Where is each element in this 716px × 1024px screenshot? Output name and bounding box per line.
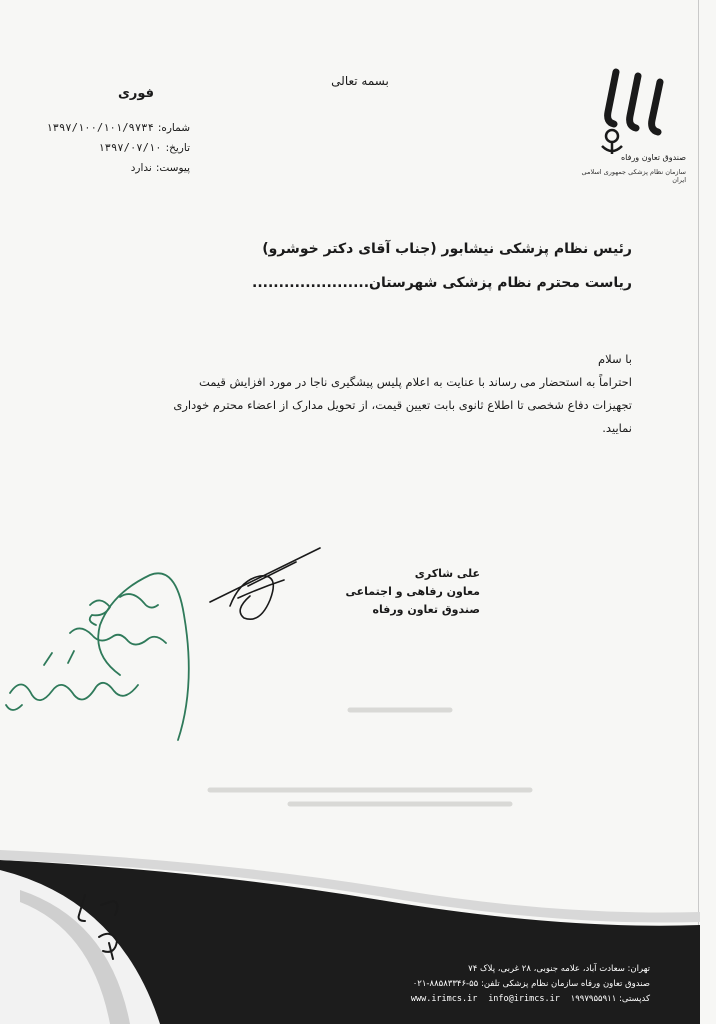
footer-contact — [320, 962, 650, 1007]
date-label: تاریخ: — [165, 142, 190, 154]
date-row — [40, 138, 190, 158]
recipient-line-2: ریاست محترم نظام پزشکی شهرستان...................... — [252, 275, 632, 291]
footer-phone: صندوق تعاون ورفاه سازمان نظام پزشکی تلفن: ۵۵-۸۸۵۸۳۳۴۶-۰۲۱ — [412, 979, 650, 989]
logo-subtitle: سازمان نظام پزشکی جمهوری اسلامی ایران — [581, 168, 686, 184]
signer-org: صندوق تعاون ورفاه — [372, 603, 480, 616]
urgent-stamp: فوری — [118, 86, 155, 101]
footer-address: تهران: سعادت آباد، علامه جنوبی، ۲۸ غربی، پلاک ۷۴ — [468, 964, 650, 974]
number-value: ۱۳۹۷/۱۰۰/۱۰۱/۹۷۳۴ — [46, 122, 154, 134]
logo-name: صندوق تعاون ورفاه — [620, 153, 686, 162]
body-paragraph: احتراماً به استحضار می رساند با عنایت به اعلام پلیس پیشگیری ناجا در مورد افزایش قیمت تجهیزات دفاع شخصی تا اطلاع ثانوی بابت تعیین قیمت، از تحویل مدارک از اعضاء محترم خوداری نمایید. — [173, 375, 632, 435]
recipient-block — [232, 232, 632, 300]
letter-body — [162, 348, 632, 440]
official-signature-icon — [200, 540, 340, 640]
recipient-line-1: رئیس نظام پزشکی نیشابور (جناب آقای دکتر خوشرو) — [262, 241, 632, 257]
attachment-value: ندارد — [130, 162, 152, 174]
signer-title: معاون رفاهی و اجتماعی — [345, 585, 480, 598]
footer-email[interactable]: info@irimcs.ir — [488, 994, 560, 1004]
signer-name: علی شاکری — [414, 567, 480, 580]
footer-handwriting-icon — [55, 885, 155, 965]
greeting: با سلام — [598, 352, 632, 366]
date-value: ۱۳۹۷/۰۷/۱۰ — [98, 142, 162, 154]
attachment-row — [40, 158, 190, 178]
attachment-label: پیوست: — [155, 162, 190, 174]
footer-website[interactable]: www.irimcs.ir — [410, 994, 478, 1004]
number-label: شماره: — [157, 122, 190, 134]
footer-last-line — [320, 992, 650, 1007]
number-row — [40, 118, 190, 138]
letter-meta — [40, 118, 190, 178]
signature-block — [340, 565, 480, 619]
bismillah: بسمه تعالی — [331, 74, 389, 88]
footer-postal: کدپستی: ۱۹۹۷۹۵۵۹۱۱ — [570, 994, 650, 1004]
faded-bleed-through — [150, 700, 550, 820]
